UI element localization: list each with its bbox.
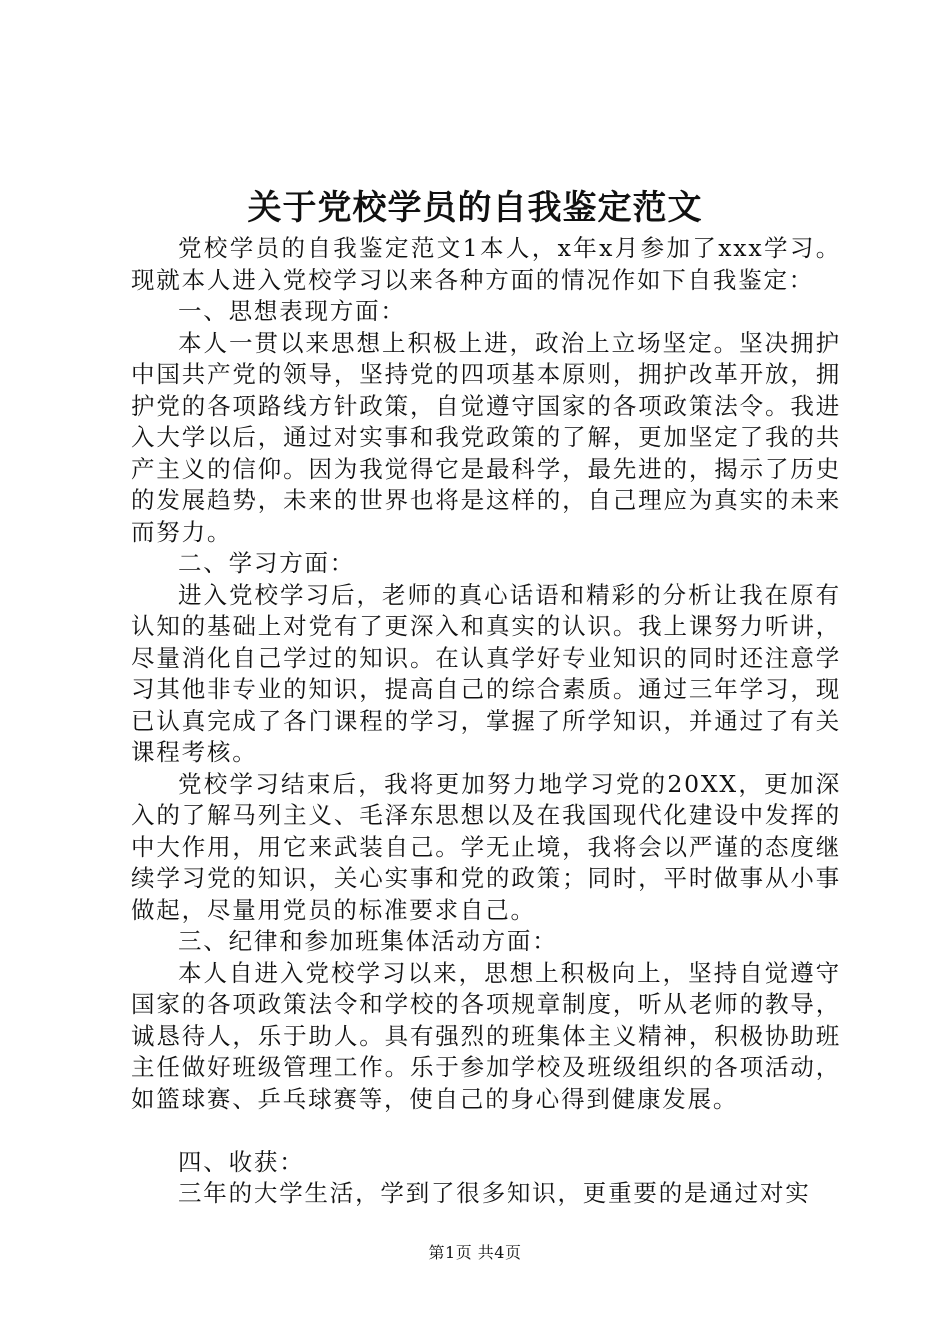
- intro-paragraph: 党校学员的自我鉴定范文1本人，x年x月参加了xxx学习。现就本人进入党校学习以来各种方面的情况作如下自我鉴定：: [131, 234, 841, 294]
- study-paragraph-1: 进入党校学习后，老师的真心话语和精彩的分析让我在原有认知的基础上对党有了更深入和真实的认识。我上课努力听讲，尽量消化自己学过的知识。在认真学好专业知识的同时还注意学习其他非专业的知识，提高自己的综合素质。通过三年学习，现已认真完成了各门课程的学习，掌握了所学知识，并通过了有关课程考核。: [131, 580, 841, 766]
- document-title: 关于党校学员的自我鉴定范文: [247, 188, 703, 228]
- gains-paragraph: 三年的大学生活，学到了很多知识，更重要的是通过对实: [178, 1179, 811, 1207]
- ideology-paragraph: 本人一贯以来思想上积极上进，政治上立场坚定。坚决拥护中国共产党的领导，坚持党的四项基本原则，拥护改革开放，拥护党的各项路线方针政策，自觉遵守国家的各项政策法令。我进入大学以后，通过对实事和我党政策的了解，更加坚定了我的共产主义的信仰。因为我觉得它是最科学，最先进的，揭示了历史的发展趋势，未来的世界也将是这样的，自己理应为真实的未来而努力。: [131, 328, 841, 546]
- study-paragraph-2: 党校学习结束后，我将更加努力地学习党的20XX，更加深入的了解马列主义、毛泽东思想以及在我国现代化建设中发挥的中大作用，用它来武装自己。学无止境，我将会以严谨的态度继续学习党的知识，关心实事和党的政策；同时，平时做事从小事做起，尽量用党员的标准要求自己。: [131, 769, 841, 924]
- page-footer: 第1页 共4页: [428, 1243, 522, 1262]
- section-heading-study: 二、学习方面：: [178, 549, 356, 577]
- section-heading-ideology: 一、思想表现方面：: [178, 297, 406, 325]
- section-heading-discipline: 三、纪律和参加班集体活动方面：: [178, 927, 558, 955]
- document-body: [131, 233, 841, 1210]
- paragraph-spacer: [131, 1115, 841, 1147]
- discipline-paragraph: 本人自进入党校学习以来，思想上积极向上，坚持自觉遵守国家的各项政策法令和学校的各项规章制度，听从老师的教导，诚恳待人，乐于助人。具有强烈的班集体主义精神，积极协助班主任做好班级管理工作。乐于参加学校及班级组织的各项活动，如篮球赛、乒乓球赛等，使自己的身心得到健康发展。: [131, 958, 841, 1113]
- section-heading-gains: 四、收获：: [178, 1147, 305, 1176]
